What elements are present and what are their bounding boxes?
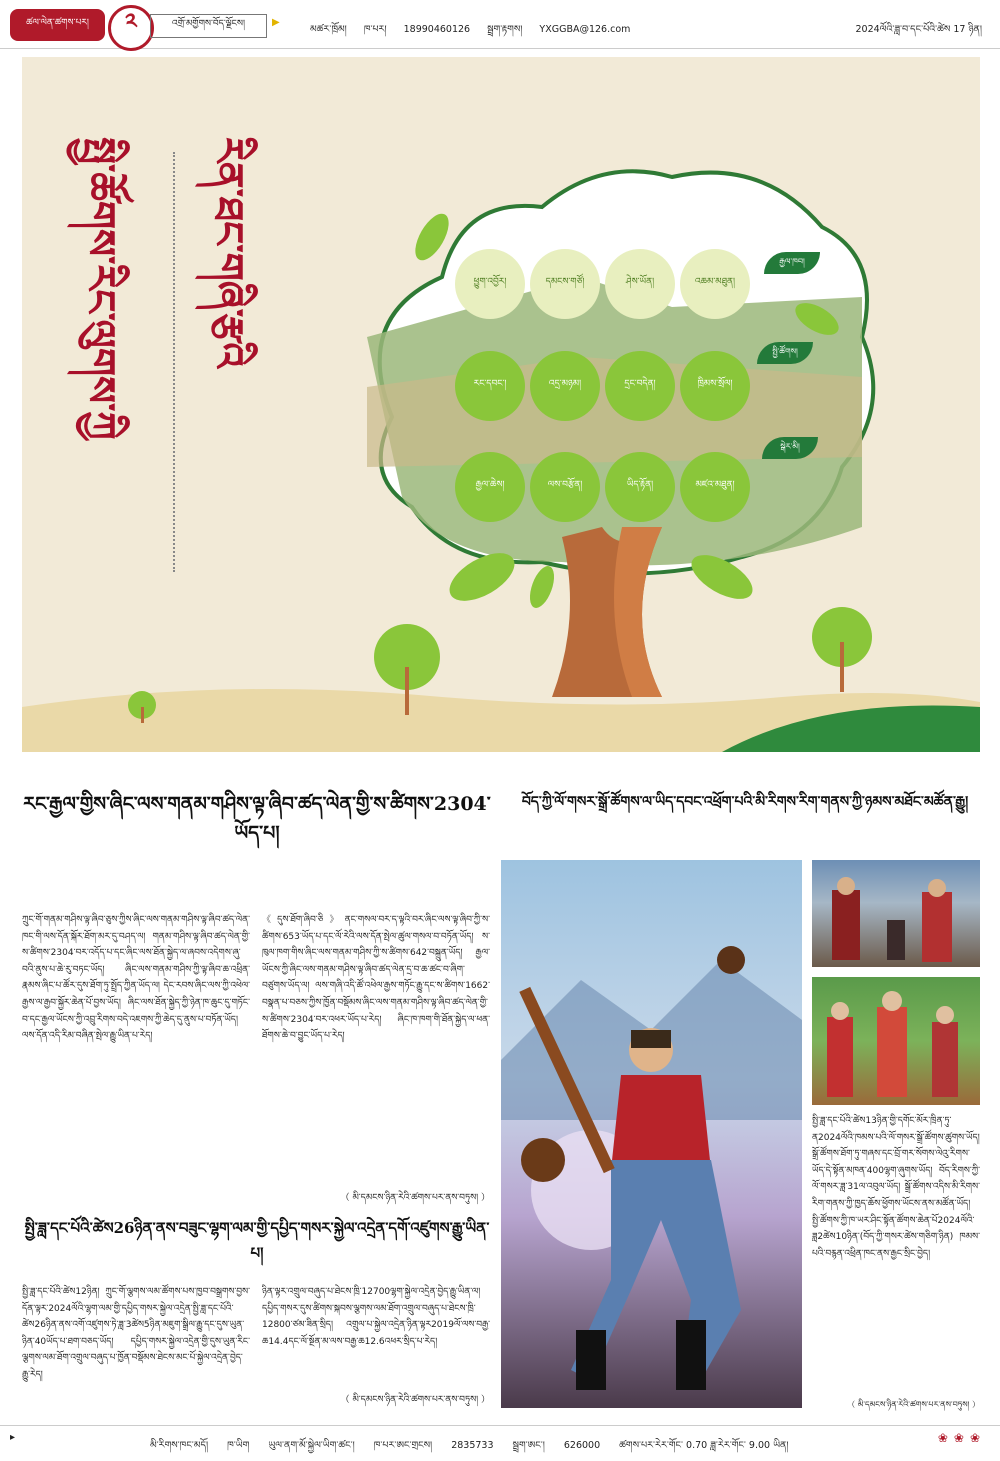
footer [0,1425,1000,1454]
leaf-decoration [525,563,559,611]
editor: མཚར་ཁྲོམ། [310,24,347,35]
page-number: ༢ [108,5,154,51]
article2-headline: སྤྱི་ཟླ་དང་པོའི་ཚེས26ཉིན་ནས་བཟུང་ལྷག་ལམ་གྱི་དཔྱིད་གསར་སྐྱེལ་འདྲེན་དགོ་འཛུགས་རྒྱུ་ཡིན་པ། [24,1219,490,1262]
value-circle: འདྲ་མཉམ། [530,351,600,421]
value-circle: དྲང་བདེན། [605,351,675,421]
stage-photo-1 [812,860,980,967]
triangle-icon: ▸ [10,1432,16,1443]
issue-date: 2024ལོའི་ཟླ་བ་དང་པོའི་ཚེས 17 ཉིན། [855,24,982,35]
masthead-info [310,18,644,45]
value-circle: ཁྲིམས་སྲོལ། [680,351,750,421]
article1-headline: རང་རྒྱལ་གྱིས་ཞིང་ལས་གནམ་གཤིས་ལྟ་ཞིབ་ཚད་ལེན་གྱི་ས་ཚིགས་2304་ཡོད་པ། [23,793,491,844]
footer-phone-label: ཁ་པར་ཨང་གྲངས། [373,1440,433,1451]
postcode-label: སྦྲག་ཨང་། [512,1440,545,1451]
value-circle: ཕྱུག་འབྱོར། [455,249,525,319]
paper-name-badge: ཚལ་ལེན་ཚགས་པར། [10,9,105,41]
value-circle: རང་དབང་། [455,351,525,421]
value-circle: ཤེས་ཡོན། [605,249,675,319]
title-divider [173,152,175,572]
masthead [0,0,1000,49]
phone: 18990460126 [403,24,471,35]
value-circle: རྒྱལ་ཆེས། [455,452,525,522]
value-circle: མཛའ་མཐུན། [680,452,750,522]
article1-source: （ མི་དམངས་ཉིན་རེའི་ཚགས་པར་ནས་བཏུས། ） [340,1193,490,1203]
address: ཡུལ་ནག་མོ་སྐྱེལ་ཡིག་ཚང་། [268,1440,355,1451]
row-label-nation: རྒྱལ་ཁབ། [764,252,820,274]
article1-col1: ཀྲུང་གོ་གནམ་གཤིས་ལྟ་ཞིབ་ཅུས་ཀྱིས་ཞིང་ལས་གནམ་གཤིས་ལྟ་ཞིབ་ཚད་ལེན་ཁང་གི་ལས་དོན་སྐོར་ཐོག་མར་དུ་བཤད་ལ། གནམ་གཤིས་ལྟ་ཞིབ་ཚད་ལེན་གྱི་ས་ཚིགས་2304་བར་འདོད་པ་དང་ཞིང་ལས་ཐོན་སྐྱེད་ལ་ཞབས་འདེགས་ཞུ་བའི་ནུས་པ་ཆེ་རུ་བཏང་ཡོད། ཞིང་ལས་གནམ་གཤིས་ཀྱི་ལྟ་ཞིབ་ཆ་འཕྲིན་རྣམས་ཞིང་པ་ཚོར་དུས་ཐོག་ཏུ་སྤྲོད་ཀྱིན་ཡོད་ལ། དེང་རབས་ཞིང་ལས་ཀྱི་འཕེལ་རྒྱས་ལ་རྒྱབ་སྐྱོར་ཆེན་པོ་བྱས་ཡོད། ཞིང་ལས་ཐོན་སྐྱེད་ཀྱི་ཉེན་ཁ་ཆུང་དུ་གཏོང་བ་དང་རྒྱལ་ཡོངས་ཀྱི་འབྲུ་རིགས་བདེ་འཇགས་ཀྱི་ཆེད་དུ་ནུས་པ་བཏོན་ཡོད། ལས་དོན་འདི་རིམ་བཞིན་སྤེལ་རྒྱུ་ཡིན་པ་རེད། [22,915,250,1042]
postcode: 626000 [563,1440,601,1451]
article1-col2: 《དུས་ཐོག་ཞིབ་ཅི》ནང་གསལ་བར་ད་ལྟའི་བར་ཞིང་ལས་ལྟ་ཞིབ་ཀྱི་ས་ཚིགས་653་ཡོད་པ་དང་ལོ་རེའི་ལས་དོན་སྤེལ་ཚུལ་གསལ་བ་བཏོན་ཡོད། ས་ཁུལ་ཁག་གིས་ཞིང་ལས་གནམ་གཤིས་ཀྱི་ས་ཚིགས་642་བསྐྲུན་ཡོད། རྒྱལ་ཡོངས་ཀྱི་ཞིང་ལས་གནམ་གཤིས་ལྟ་ཞིབ་ཚད་ལེན་དྲ་བ་ཆ་ཚང་བ་ཞིག་བཙུགས་ཡོད་ལ། ལས་གཞི་འདི་ཚོ་འཕེལ་རྒྱས་གཏོང་རྒྱུ་དང་ས་ཚིགས་1662་བསྣན་པ་བཅས་ཀྱིས་ཁྱོན་བསྡོམས་ཞིང་ལས་གནམ་གཤིས་ལྟ་ཞིབ་ཚད་ལེན་གྱི་ས་ཚིགས་2304་བར་འཕར་ཡོད་པ་རེད། ཞིང་ཁ་ཁག་གི་ཐོན་སྐྱེད་ལ་ཕན་ཐོགས་ཆེ་བ་བྱུང་ཡོད་པ་རེད། [262,915,490,1042]
hero-title-col-2: རིན་ཐང་གཞི་རྩའི [205,137,252,368]
article3-source: （ མི་དམངས་ཉིན་རེའི་ཚགས་པར་ནས་བཏུས། ） [847,1400,980,1409]
address-label: ཁ་ཡིག [227,1440,250,1451]
email: YXGGBA@126.com [539,24,631,35]
article2-col1: སྤྱི་ཟླ་དང་པོའི་ཚེས12ཉིན། ཀྲུང་གོ་ལྕགས་ལམ་ཚོགས་པས་ཁྱབ་བསྒྲགས་བྱས་དོན་ལྟར་2024ལོའི་ལྷག་ལམ་གྱི་དཔྱིད་གསར་སྐྱེལ་འདྲེན་སྤྱི་ཟླ་དང་པོའི་ཚེས26ཉིན་ནས་འགོ་འཛུགས་ཏེ་ཟླ་3ཚེས5ཉིན་མཇུག་སྒྲིལ་རྒྱུ་དང་དུས་ཡུན་ཉིན་40ཡོད་པ་ཐག་བཅད་ཡོད། དཔྱིད་གསར་སྐྱེལ་འདྲེན་གྱི་དུས་ཡུན་རིང་ལྕགས་ལམ་ཐོག་འགྲུལ་བཞུད་པ་ཁྱོན་བསྡོམས་ཐེངས་མང་པོ་སྐྱེལ་འདྲེན་བྱེད་རྒྱུ་རེད། [22,1287,250,1380]
dancer-photo [501,860,802,1408]
phone-label: ཁ་པར། [363,24,387,35]
article2-source: （ མི་དམངས་ཉིན་རེའི་ཚགས་པར་ནས་བཏུས། ） [340,1395,490,1405]
triangle-icon: ▶ [272,17,280,28]
footer-phone: 2835733 [451,1440,494,1451]
article3-body: སྤྱི་ཟླ་དང་པོའི་ཚེས13ཉིན་གྱི་དགོང་མོར་ཁྲིན་ཏུ་ན2024ལོའི་ཁམས་པའི་ལོ་གསར་སྒྲོ་ཚོགས་ཚུགས་ཡོད། སྒྲོ་ཚོགས་ཐོག་ཏུ་གཞས་དང་བྲོ་གར་སོགས་ལེའུ་རིགས་ཡོད་དེ་སྟོན་མཁན་400ལྷག་ཞུགས་ཡོད། བོད་རིགས་ཀྱི་ལོ་གསར་ཟླ་31ལ་འབུལ་ཡོད། སྒྲོ་ཚོགས་འདིས་མི་རིགས་རིག་གནས་ཀྱི་ཁྱད་ཆོས་ཕྱོགས་ཡོངས་ནས་མཚོན་ཡོད། སྤྱི་ཚོགས་ཀྱི་ཁ་ཡར་ཤིང་སྟོན་ཚོགས་ཆེན་པོ2024ལོའི་ཟླ2ཚེས10ཉིན་(བོད་ཀྱི་གསར་ཚེས་གཅིག་ཉིན) ཁམས་པའི་བརྙན་འཕྲིན་ཁང་ནས་རྒྱང་སྲིང་བྱེད། [812,1116,980,1259]
value-circle: ཡིད་རྟོན། [605,452,675,522]
article2-col2: ཉིན་ལྟར་འགྲུལ་བཞུད་པ་ཐེངས་ཁྲི་12700ལྷག་སྐྱེལ་འདྲེན་བྱེད་རྒྱུ་ཡིན་ལ། དཔྱིད་གསར་དུས་ཚིགས་སྐབས་ལྕགས་ལམ་ཐོག་འགྲུལ་བཞུད་པ་ཐེངས་ཁྲི་12800་ཙམ་ཟིན་སྲིད། འགྲུལ་པ་སྐྱེལ་འདྲེན་ཉིན་ལྟར2019ལོ་ལས་བརྒྱ་ཆ14.4དང་ལོ་སྔོན་མ་ལས་བརྒྱ་ཆ12.6འཕར་སྲིད་པ་རེད། [262,1287,490,1347]
publisher: མི་རིགས་ཁང་མདོ། [150,1440,209,1451]
values-tree-infographic [22,57,980,752]
value-circle: དམངས་གཙོ། [530,249,600,319]
price: ཚགས་པར་རེར་གོང་ 0.70 ཟླ་རེར་གོང་ 9.00 ཡིན། [619,1440,789,1451]
ornament-icon: ❀❀❀ [937,1431,986,1445]
row-label-individual: སྒེར་མི། [762,437,818,459]
section-name: འགྲོ་མགྱོགས་བོད་ལྗོངས། [150,14,267,38]
stage-photo-2 [812,977,980,1105]
value-circle: འཆམ་མཐུན། [680,249,750,319]
article3-headline: བོད་ཀྱི་ལོ་གསར་སྒྲོ་ཚོགས་ལ་ཡིད་དབང་འཕྲོག་པའི་མི་རིགས་རིག་གནས་ཀྱི་ཉམས་མཐོང་མཚོན་རྒྱུ། [521,794,969,810]
hero-title-col-1: སྤྱི་ཚོགས་རིང་ལུགས་ཀྱི [77,137,124,440]
value-circle: ལས་བརྩོན། [530,452,600,522]
row-label-society: སྤྱི་ཚོགས། [757,342,813,364]
email-label: སྦྲག་རྟགས། [487,24,523,35]
